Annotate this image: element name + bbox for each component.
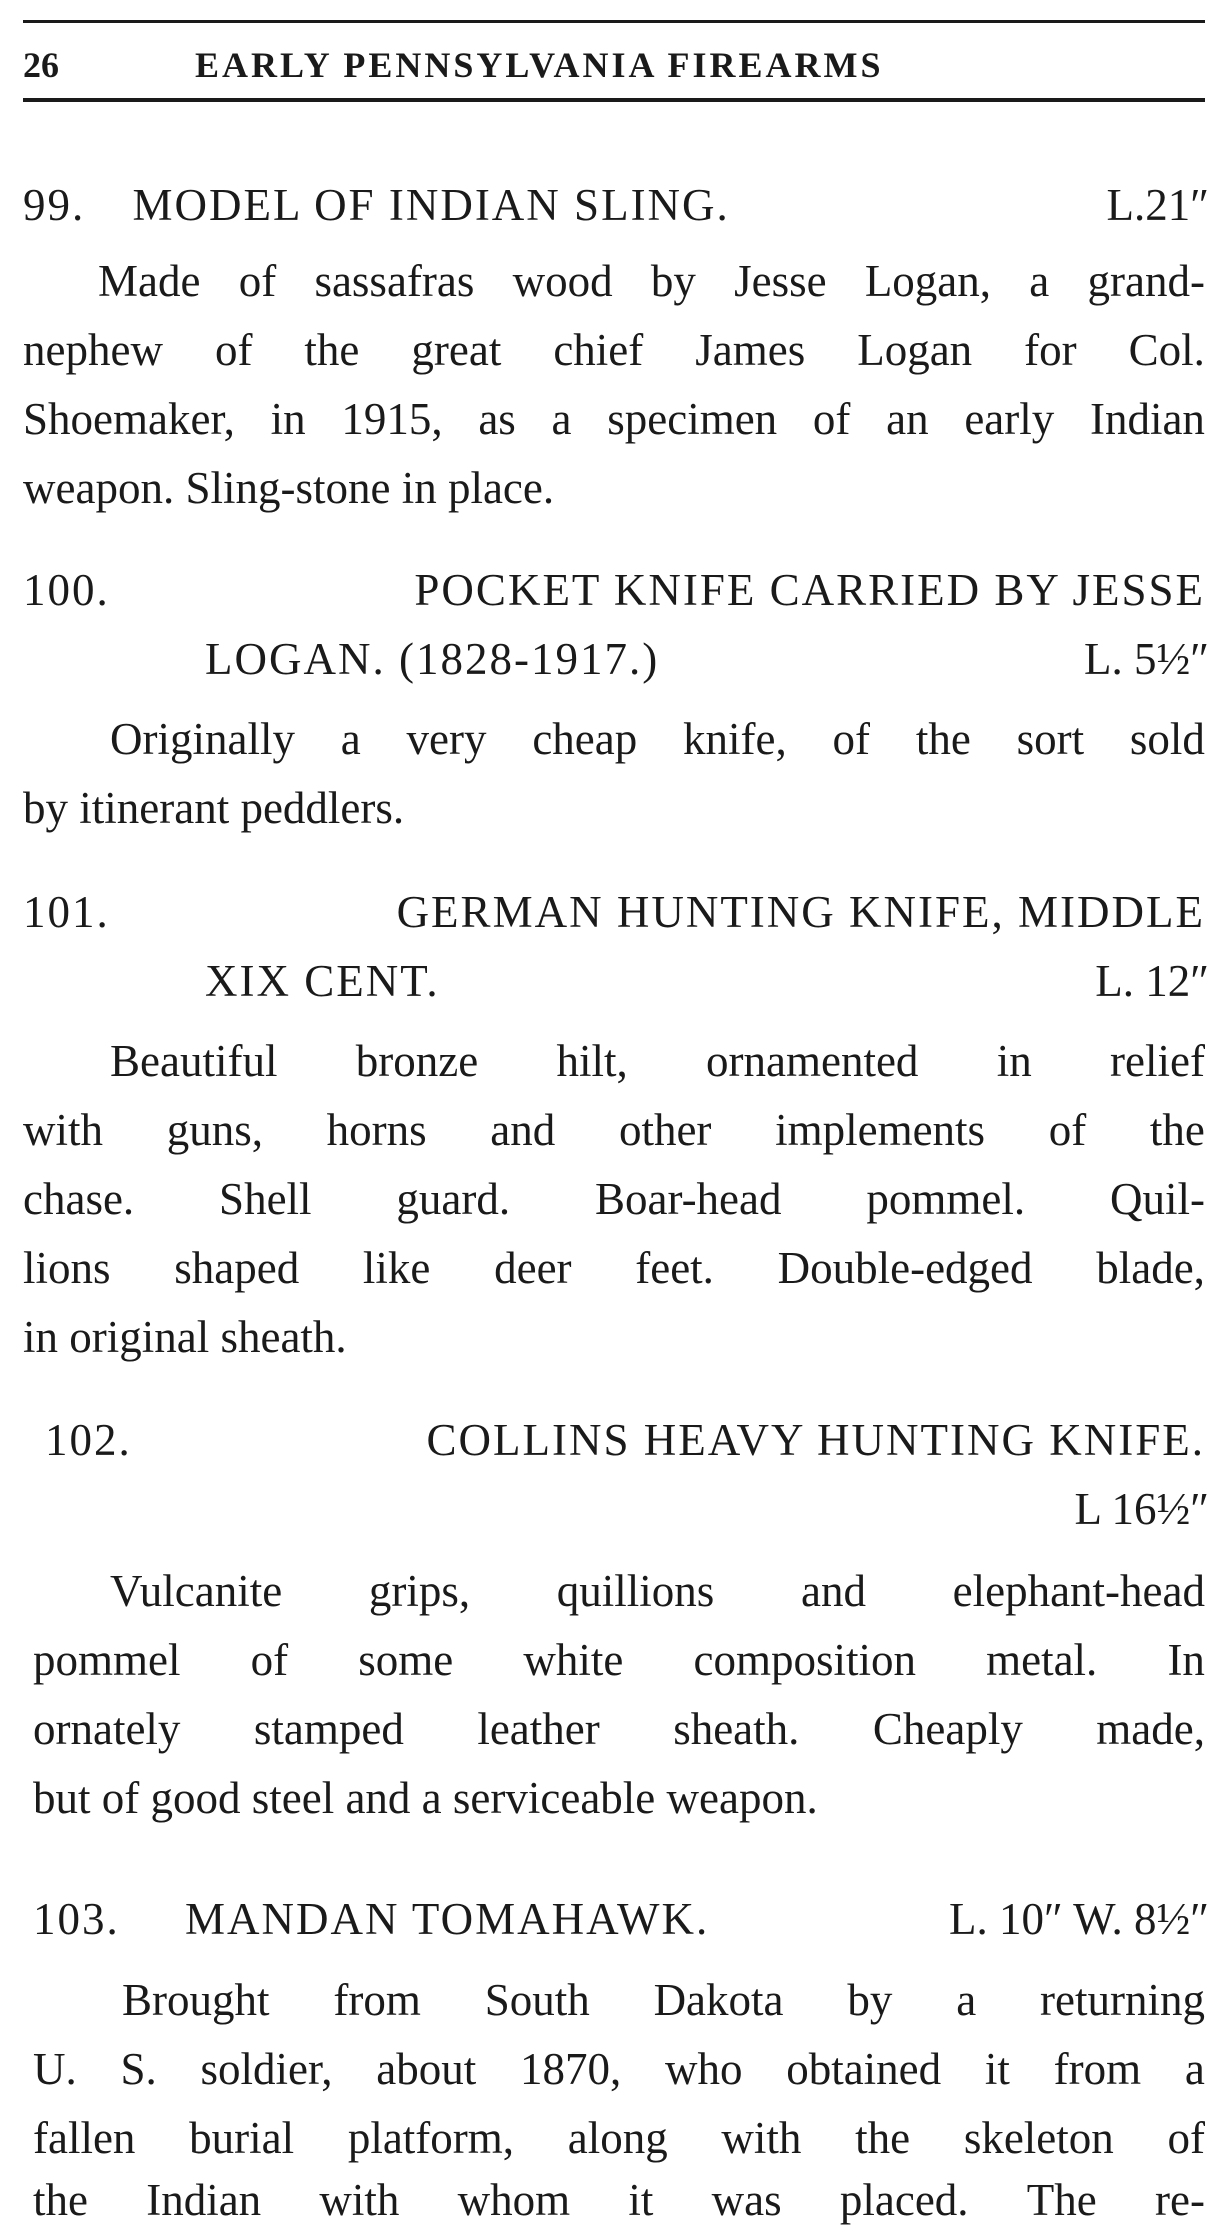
word: ornately (33, 1704, 181, 1754)
word: Shell (219, 1174, 312, 1224)
word: of (238, 256, 277, 306)
word: the (1149, 1105, 1205, 1155)
word: Cheaply (872, 1704, 1023, 1754)
word: feet. (635, 1243, 714, 1293)
word: a (340, 714, 361, 764)
word: pommel (33, 1635, 181, 1685)
word: knife, (683, 714, 787, 764)
entry-measure: L. 5½″ (1084, 634, 1209, 684)
entry-number: 103. (33, 1894, 120, 1944)
word: horns (326, 1105, 427, 1155)
word: Logan (857, 325, 973, 375)
word: Originally (110, 714, 295, 764)
word: grand- (1087, 256, 1205, 306)
word: burial (189, 2113, 295, 2163)
word: hilt, (556, 1036, 628, 1086)
entry-99-body-line (23, 394, 1205, 449)
entry-103-body-line (33, 2113, 1205, 2168)
word: specimen (607, 394, 778, 444)
word: it (984, 2044, 1010, 2094)
word: Jesse (734, 256, 827, 306)
word: a (1184, 2044, 1205, 2094)
entry-measure: L. 12″ (1095, 956, 1209, 1006)
entry-title: MODEL OF INDIAN SLING. (132, 180, 730, 230)
entry-100-body-line (110, 714, 1205, 769)
entry-102-heading (45, 1415, 1205, 1470)
entry-title: MANDAN TOMAHAWK. (185, 1894, 710, 1944)
word: platform, (347, 2113, 515, 2163)
word: sold (1129, 714, 1205, 764)
word: James (695, 325, 806, 375)
word: shaped (174, 1243, 300, 1293)
entry-102-body-line: but of good steel and a serviceable weapon. (33, 1773, 818, 1823)
word: Made (98, 256, 201, 306)
word: other (618, 1105, 712, 1155)
word: from (333, 1975, 421, 2025)
word: of (832, 714, 871, 764)
word: lions (23, 1243, 111, 1293)
word: obtained (786, 2044, 942, 2094)
word: Boar-head (595, 1174, 782, 1224)
word: S. (120, 2044, 157, 2094)
word: Brought (122, 1975, 270, 2025)
entry-101-body-line (23, 1105, 1205, 1160)
word: Indian (146, 2175, 262, 2225)
word: of (1167, 2113, 1205, 2163)
word: by (847, 1975, 893, 2025)
word: Beautiful (110, 1036, 278, 1086)
word: the (304, 325, 360, 375)
word: chase. (23, 1174, 135, 1224)
word: deer (494, 1243, 572, 1293)
word: the (915, 714, 971, 764)
word: in (996, 1036, 1032, 1086)
entry-99-heading (23, 180, 730, 235)
word: bronze (355, 1036, 479, 1086)
entry-title: GERMAN HUNTING KNIFE, MIDDLE (396, 887, 1205, 937)
word: with (721, 2113, 802, 2163)
word: the (855, 2113, 911, 2163)
entry-101-body-line (23, 1174, 1205, 1229)
entry-103-body-line (33, 2044, 1205, 2099)
word: with (23, 1105, 104, 1155)
word: nephew (23, 325, 163, 375)
word: whom (457, 2175, 571, 2225)
word: of (1048, 1105, 1087, 1155)
word: chief (553, 325, 644, 375)
word: 1870, (519, 2044, 622, 2094)
word: Logan, (864, 256, 992, 306)
word: re- (1154, 2175, 1205, 2225)
entry-102-body-line (33, 1635, 1205, 1690)
word: leather (477, 1704, 600, 1754)
entry-101-body-line: in original sheath. (23, 1312, 347, 1362)
word: wood (512, 256, 613, 306)
word: U. (33, 2044, 77, 2094)
entry-number: 101. (23, 887, 110, 937)
word: sort (1016, 714, 1085, 764)
running-title: EARLY PENNSYLVANIA FIREARMS (195, 45, 884, 85)
word: grips, (368, 1566, 471, 1616)
word: fallen (33, 2113, 136, 2163)
entry-number: 99. (23, 180, 86, 230)
word: guard. (396, 1174, 511, 1224)
word: soldier, (200, 2044, 333, 2094)
word: relief (1110, 1036, 1205, 1086)
word: pommel. (866, 1174, 1026, 1224)
word: of (250, 1635, 289, 1685)
entry-99-body-line (98, 256, 1205, 311)
word: of (812, 394, 851, 444)
word: Quil- (1109, 1174, 1205, 1224)
word: with (319, 2175, 400, 2225)
word: and (800, 1566, 866, 1616)
word: placed. (839, 2175, 969, 2225)
word: Dakota (653, 1975, 784, 2025)
entry-103-heading (33, 1894, 710, 1949)
entry-title-continued: LOGAN. (1828-1917.) (205, 634, 660, 684)
word: as (478, 394, 516, 444)
word: it (628, 2175, 654, 2225)
word: 1915, (341, 394, 443, 444)
word: elephant-head (952, 1566, 1205, 1616)
entry-measure: L 16½″ (1074, 1484, 1209, 1534)
word: an (886, 394, 929, 444)
entry-99-body-line (23, 325, 1205, 380)
word: skeleton (963, 2113, 1114, 2163)
word: Vulcanite (110, 1566, 283, 1616)
word: implements (775, 1105, 986, 1155)
word: a (1029, 256, 1050, 306)
word: a (956, 1975, 977, 2025)
word: sassafras (314, 256, 475, 306)
entry-103-body-line (33, 2175, 1205, 2230)
entry-100-body-line: by itinerant peddlers. (23, 783, 405, 833)
word: white (523, 1635, 624, 1685)
word: a (551, 394, 572, 444)
word: like (362, 1243, 431, 1293)
entry-title: POCKET KNIFE CARRIED BY JESSE (414, 565, 1205, 615)
word: about (376, 2044, 477, 2094)
entry-102-body-line (33, 1704, 1205, 1759)
entry-number: 102. (45, 1415, 132, 1465)
header-bottom-rule (23, 98, 1205, 102)
entry-number: 100. (23, 565, 110, 615)
word: stamped (253, 1704, 404, 1754)
word: Shoemaker, (23, 394, 235, 444)
entry-99-body-line: weapon. Sling-stone in place. (23, 463, 555, 513)
word: South (484, 1975, 590, 2025)
word: composition (693, 1635, 916, 1685)
word: returning (1040, 1975, 1205, 2025)
entry-100-heading (23, 565, 1205, 620)
entry-101-heading (23, 887, 1205, 942)
word: in (270, 394, 306, 444)
word: Indian (1089, 394, 1205, 444)
entry-title: COLLINS HEAVY HUNTING KNIFE. (426, 1415, 1205, 1465)
entry-measure: L.21″ (1106, 180, 1209, 230)
entry-102-body-line (110, 1566, 1205, 1621)
word: great (411, 325, 502, 375)
header-top-rule (23, 20, 1205, 23)
word: early (964, 394, 1055, 444)
entry-101-body-line (23, 1243, 1205, 1298)
word: Double-edged (777, 1243, 1033, 1293)
entry-101-body-line (110, 1036, 1205, 1091)
entry-title-continued: XIX CENT. (205, 956, 440, 1006)
word: made, (1096, 1704, 1205, 1754)
word: by (650, 256, 696, 306)
word: who (664, 2044, 743, 2094)
word: quillions (556, 1566, 715, 1616)
word: Col. (1128, 325, 1205, 375)
word: sheath. (673, 1704, 800, 1754)
entry-103-body-line (122, 1975, 1205, 2030)
word: blade, (1096, 1243, 1205, 1293)
word: The (1026, 2175, 1097, 2225)
word: for (1024, 325, 1077, 375)
page-number: 26 (23, 45, 59, 85)
word: cheap (532, 714, 638, 764)
word: guns, (166, 1105, 263, 1155)
word: metal. (986, 1635, 1098, 1685)
word: the (33, 2175, 88, 2225)
word: along (567, 2113, 668, 2163)
entry-measure: L. 10″ W. 8½″ (948, 1894, 1209, 1944)
word: of (214, 325, 253, 375)
word: In (1167, 1635, 1205, 1685)
word: very (406, 714, 487, 764)
word: and (490, 1105, 556, 1155)
word: was (711, 2175, 782, 2225)
word: from (1053, 2044, 1142, 2094)
word: ornamented (706, 1036, 919, 1086)
word: some (358, 1635, 454, 1685)
